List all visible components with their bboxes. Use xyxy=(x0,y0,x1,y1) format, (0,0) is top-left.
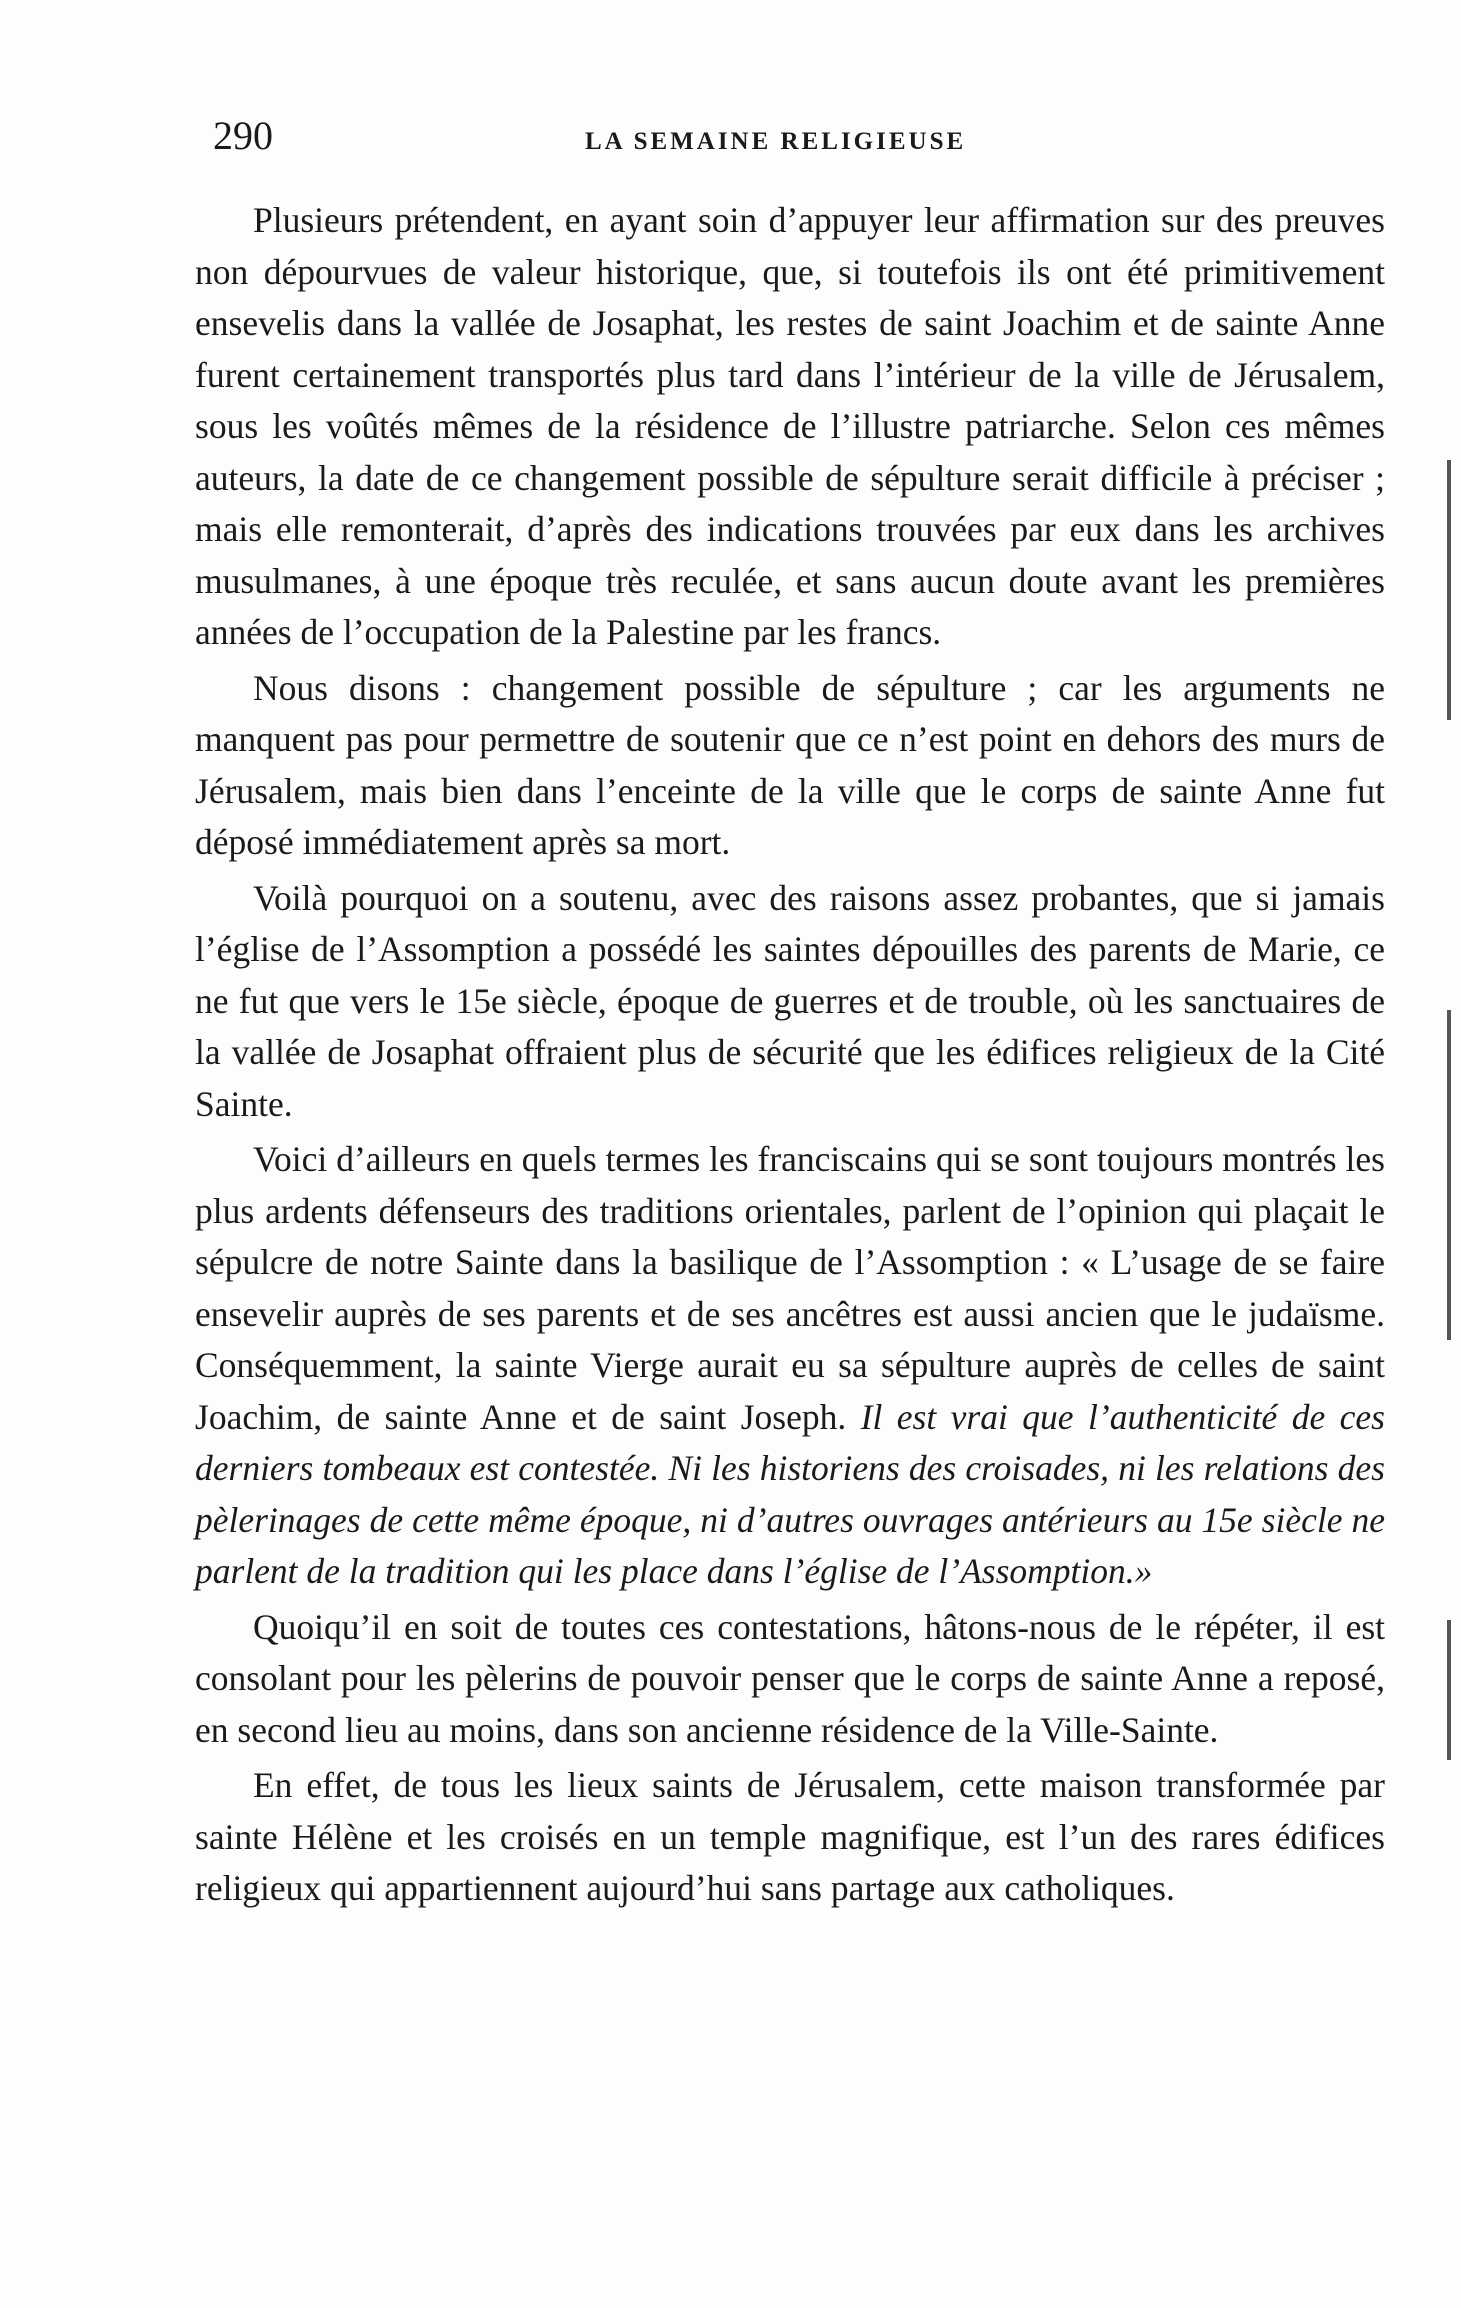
page-number: 290 xyxy=(213,113,273,158)
paragraph-6-text: En effet, de tous les lieux saints de Jérusalem, cette maison transformée par sainte Hélène et les croisés en un temple magnifique, est l’un des rares édifices religieux qui appartiennent aujourd’hui sans partage aux catholiques. xyxy=(195,1765,1385,1908)
paragraph-4-text: Voici d’ailleurs en quels termes les franciscains qui se sont toujours montrés les plus ardents défenseurs des traditions orientales, parlent de l’opinion qui plaçait le sépulcre de notre Sainte dans la basilique de l’Assomption : « L’usage de se faire ensevelir auprès de ses parents et de ses ancêtres est aussi ancien que le judaïsme. Conséquemment, la sainte Vierge aurait eu sa sépulture auprès de celles de saint Joachim, de sainte Anne et de saint Joseph. xyxy=(195,1139,1385,1437)
paragraph-4 xyxy=(195,1134,1385,1598)
page-header xyxy=(195,112,1395,172)
running-title: LA SEMAINE RELIGIEUSE xyxy=(585,128,967,155)
scan-edge-mark xyxy=(1447,1010,1451,1340)
paragraph-5-text: Quoiqu’il en soit de toutes ces contestations, hâtons-nous de le répéter, il est consolant pour les pèlerins de pouvoir penser que le corps de sainte Anne a reposé, en second lieu au moins, dans son ancienne résidence de la Ville-Sainte. xyxy=(195,1606,1385,1750)
scan-edge-mark xyxy=(1447,460,1451,720)
paragraph-4-italic-text: Il est vrai que l’authenticité de ces derniers tombeaux est contestée. Ni les historiens des croisades, ni les relations des pèlerinages de cette même époque, ni d’autres ouvrages antérieurs au 15e siècle ne parlent de la tradition qui les place dans l’église de l’Assomption.» xyxy=(195,1396,1385,1591)
paragraph-3-text: Voilà pourquoi on a soutenu, avec des raisons assez probantes, que si jamais l’église de l’Assomption a possédé les saintes dépouilles des parents de Marie, ce ne fut que vers le 15e siècle, époque de guerres et de trouble, où les sanctuaires de la vallée de Josaphat offraient plus de sécurité que les édifices religieux de la Cité Sainte. xyxy=(195,877,1385,1124)
paragraph-2 xyxy=(195,663,1385,869)
paragraph-1 xyxy=(195,195,1385,659)
paragraph-6 xyxy=(195,1760,1385,1915)
paragraph-5 xyxy=(195,1602,1385,1757)
paragraph-1-text: Plusieurs prétendent, en ayant soin d’appuyer leur affirmation sur des preuves non dépourvues de valeur historique, que, si toutefois ils ont été primitivement ensevelis dans la vallée de Josaphat, les restes de saint Joachim et de sainte Anne furent certainement transportés plus tard dans l’intérieur de la ville de Jérusalem, sous les voûtés mêmes de la résidence de l’illustre patriarche. Selon ces mêmes auteurs, la date de ce changement possible de sépulture serait difficile à préciser ; mais elle remonterait, d’après des indications trouvées par eux dans les archives musulmanes, à une époque très reculée, et sans aucun doute avant les premières années de l’occupation de la Palestine par les francs. xyxy=(195,200,1385,652)
scan-edge-mark xyxy=(1447,1620,1451,1760)
paragraph-3 xyxy=(195,873,1385,1131)
body-text xyxy=(195,195,1385,1919)
paragraph-2-text: Nous disons : changement possible de sépulture ; car les arguments ne manquent pas pour permettre de soutenir que ce n’est point en dehors des murs de Jérusalem, mais bien dans l’enceinte de la ville que le corps de sainte Anne fut déposé immédiatement après sa mort. xyxy=(195,667,1385,862)
